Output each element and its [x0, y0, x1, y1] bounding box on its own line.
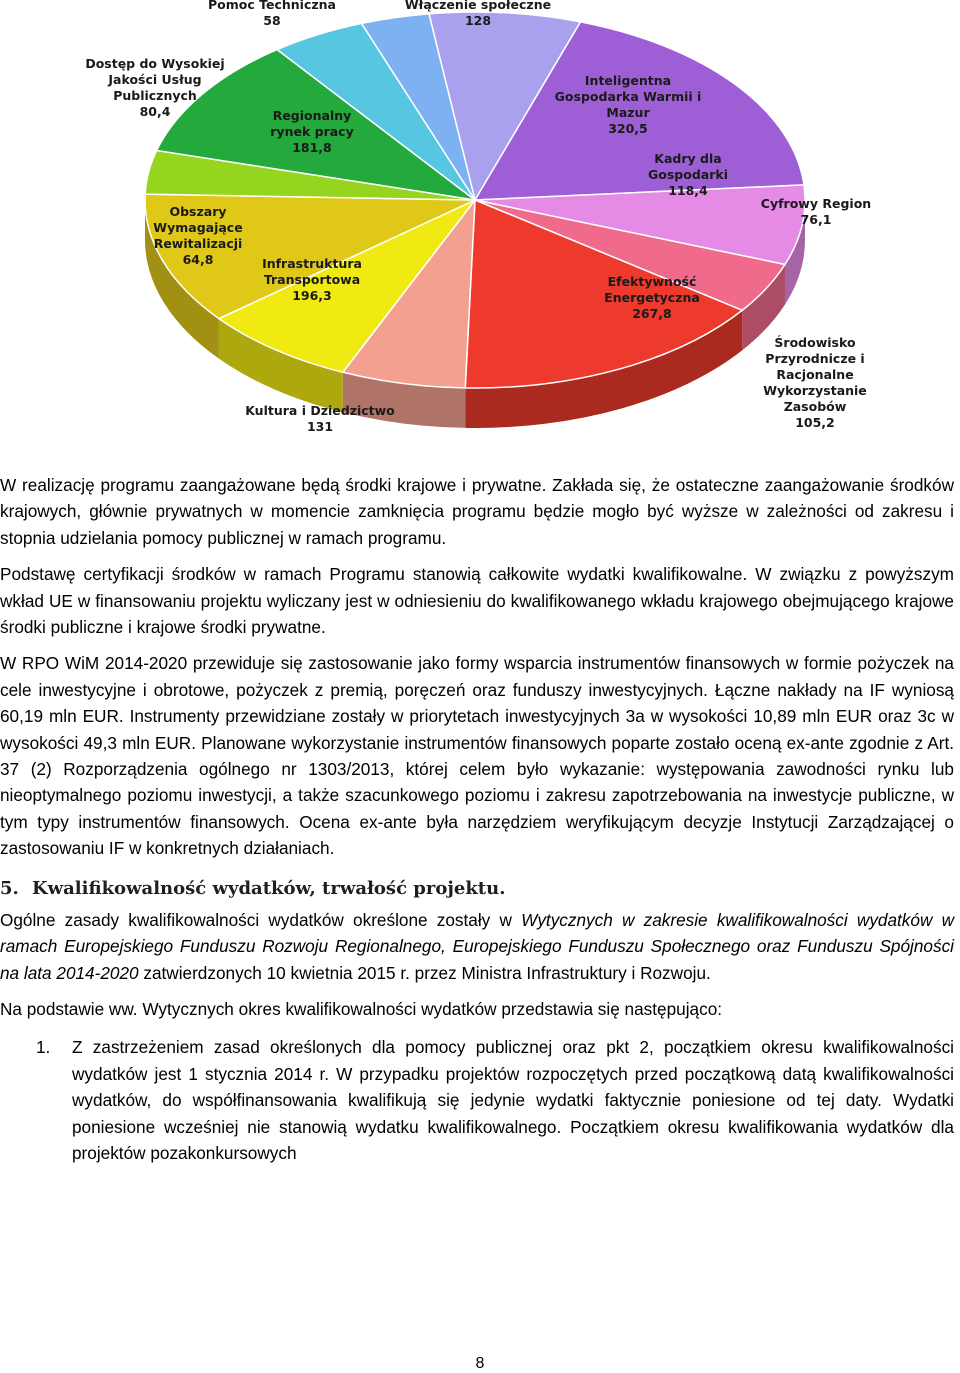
section-heading	[0, 878, 954, 899]
pie-label-obszary: Obszary Wymagające Rewitalizacji 64,8	[153, 204, 243, 267]
pie-label-efektywnosc: Efektywność Energetyczna 267,8	[604, 274, 700, 321]
pie-label-wlaczenie-spoleczne: Włączenie społeczne 128	[404, 0, 552, 28]
eligibility-list	[0, 1034, 954, 1166]
section-number: 5.	[0, 877, 19, 899]
pie-label-kadry-dla: Kadry dla Gospodarki 118,4	[648, 151, 728, 198]
pie-label-cyfrowy-region: Cyfrowy Region 76,1	[760, 196, 872, 227]
document-body	[0, 472, 954, 1166]
paragraph-eligibility-rules	[0, 907, 954, 986]
eligibility-rules-approval: zatwierdzonych 10 kwietnia 2015 r. przez Ministra Infrastruktury i Rozwoju.	[138, 962, 711, 983]
paragraph-financial-instruments: W RPO WiM 2014-2020 przewiduje się zastosowanie jako formy wsparcia instrumentów finansowych w formie pożyczek na cele inwestycyjne i obrotowe, pożyczek z premią, poręczeń oraz funduszy inwestycyjnych. Łączne nakłady na IF wyniosą 60,19 mln EUR. Instrumenty przewidziane zostały w priorytetach inwestycyjnych 3a w wysokości 10,89 mln EUR oraz 3c w wysokości 49,3 mln EUR. Planowane wykorzystanie instrumentów finansowych poparte zostało oceną ex-ante zgodnie z Art. 37 (2) Rozporządzenia ogólnego nr 1303/2013, której celem było wykazanie: występowania zawodności rynku lub nieoptymalnego poziomu inwestycji, a także szacunkowego poziomu i zakresu zapotrzebowania na inwestycje publiczne, w tym typy instrumentów finansowych. Ocena ex-ante była narzędziem weryfikującym decyzje Instytucji Zarządzającej o zastosowaniu IF w konkretnych działaniach.	[0, 653, 954, 859]
paragraph-eligibility-period: Na podstawie ww. Wytycznych okres kwalifikowalności wydatków przedstawia się następująco:	[0, 998, 723, 1019]
list-item	[0, 1034, 954, 1166]
paragraph-certification: Podstawę certyfikacji środków w ramach Programu stanowią całkowite wydatki kwalifikowalne. W związku z powyższym wkład UE w finansowaniu projektu wyliczany jest w odniesieniu do kwalifikowanego wkładu krajowego obejmującego krajowe środki publiczne i krajowe środki prywatne.	[0, 564, 954, 638]
pie-label-srodowisko: Środowisko Przyrodnicze i Racjonalne Wykorzystanie Zasobów 105,2	[763, 335, 867, 430]
paragraph-national-funds: W realizację programu zaangażowane będą środki krajowe i prywatne. Zakłada się, że ostateczne zaangażowanie środków krajowych, głównie prywatnych w momencie zamknięcia programu będzie mogło być wyższe w zależności od zakresu i stopnia udzielania pomocy publicznej w ramach programu.	[0, 475, 954, 548]
pie-label-regionalny: Regionalny rynek pracy 181,8	[270, 108, 354, 155]
pie-label-infrastruktura: Infrastruktura Transportowa 196,3	[262, 256, 362, 303]
page-number: 8	[475, 1355, 485, 1372]
pie-label-dostep-do-wysokiej: Dostęp do Wysokiej Jakości Usług Publicznych 80,4	[85, 56, 225, 119]
pie-label-pomoc-techniczna: Pomoc Techniczna 58	[208, 0, 336, 28]
list-item-text: Z zastrzeżeniem zasad określonych dla pomocy publicznej oraz pkt 2, początkiem okresu kwalifikowalności wydatków jest 1 stycznia 2014 r. W przypadku projektów rozpoczętych przed początkową datą kwalifikowalności wydatków, do współfinansowania kwalifikują się jedynie wydatki faktycznie poniesione od tej daty. Wydatki poniesione wcześniej nie stanowią wydatku kwalifikowalnego. Początkiem okresu kwalifikowania wydatków dla projektów pozakonkursowych	[72, 1037, 954, 1163]
list-item-number: 1.	[36, 1037, 51, 1058]
guidelines-title: Wytycznych w zakresie kwalifikowalności wydatków w ramach Europejskiego Funduszu Rozwoju Regionalnego, Europejskiego Funduszu Społecznego oraz Funduszu Spójności na lata 2014-2020	[0, 909, 954, 983]
budget-pie-chart	[80, 0, 872, 460]
pie-label-inteligentna: Inteligentna Gospodarka Warmii i Mazur 320,5	[554, 73, 702, 136]
section-title: Kwalifikowalność wydatków, trwałość projektu.	[32, 877, 506, 899]
eligibility-rules-intro: Ogólne zasady kwalifikowalności wydatków określone zostały w	[0, 909, 522, 930]
pie-chart-slices	[145, 12, 805, 388]
pie-label-kultura-i-dziedzictwo: Kultura i Dziedzictwo 131	[245, 403, 395, 434]
